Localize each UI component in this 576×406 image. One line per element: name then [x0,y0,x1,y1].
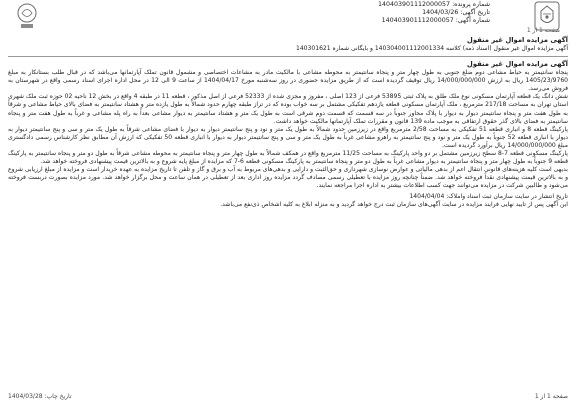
notice-paragraph: بدیهی است کلیه هزینه‌های قانونی انتقال اعم از بدهی مالیاتی و عوارض نوسازی شهرداری و حق‌الثبت و دارایی و بدهی‌های مربوط به آب و برق و گاز و تلفن تا تاریخ مزایده به عهده خریدار است و مزایده از مبلغ ارزیابی شروع و به بالاترین قیمت پیشنهادی نقداً فروخته خواهد شد. ضمناً چنانچه روز مزایده با تعطیلی رسمی مصادف گردد مزایده روز اداری بعد از تعطیلی در همان ساعت و محل برگزار خواهد شد. مورد مزایده بصورت دربست فروخته می‌شود و طالبین شرکت در مزایده می‌توانند جهت کسب اطلاعات بیشتر به اداره اجرا مراجعه نمایند. [8,166,568,190]
registration-organization-logo-icon [16,2,38,30]
publish-date-line: تاریخ انتشار در سایت سازمان ثبت اسناد واملاک: 1404/04/04 [409,192,568,200]
page-number-label: صفحه 1 از 1 [526,27,560,34]
divider [8,56,568,57]
notice-block-1 [8,36,568,53]
notice-title: آگهی مزایده اموال غیر منقول [466,36,568,44]
notice-date: تاریخ آگهی: 1404/03/26 [422,9,490,17]
footer-print-date: تاریخ چاپ: 1404/03/28 [8,393,72,400]
case-number: شماره پرونده: 140403901112000057 [377,1,490,8]
notice-title: آگهی مزایده اموال غیر منقول [466,60,568,69]
closing-note: این آگهی پس از تایید نهایی فرایند مزایده در سایت آگهی‌های سازمان ثبت درج خواهد گردید و به منزله ابلاغ به کلیه اشخاص ذی‌نفع می‌باشد. [220,200,568,208]
notice-paragraph: شش دانگ یک قطعه آپارتمان مسکونی نوع ملک طلق به پلاک ثبتی 53895 فرعی از 123 اصلی ، مفروز و مجزی شده از 52333 فرعی از اصل مذکور ، قطعه 11 در طبقه 4 واقع در بخش 12 ناحیه 02 حوزه ثبت ملک شهری استان تهران به مساحت 217/18 مترمربع ، ملک آپارتمان مسکونی قطعه یازدهم تفکیکی مشتمل بر سه خواب بوده که در تراز طبقه چهارم حدود شمالاً به طول یازده متر و هشتاد سانتیمتر به فضای بالای حیاط مشاعی و شرقاً به طول هفت متر و پنجاه سانتیمتر دیوار به دیوار با پلاک مجاور جنوباً در سه قسمت که قسمت دوم شرقی است به طول یک متر و هشتاد سانتیمتر به دیوار مشاعی بعداً به راه پله مشاعی و غرباً به طول هفت متر و پنجاه سانتیمتر به فضای بالای گذر حقوق ارتفاقی به موجب ماده 139 قانون و مقررات تملک آپارتمانها مالکیت خواهد داشت. [8,93,569,125]
notice-text: آگهی مزایده اموال غیر منقول (اسناد ذمه) کلاسه 140304001112001334 و بایگانی شماره 140301621 [295,45,568,52]
notice-number: شماره آگهی: 140403901112000057 [381,17,490,25]
notice-paragraph: پارکینگ مسکونی قطعه 7-8 سطح زیرزمین مشتمل بر دو واحد پارکینگ به مساحت 11/25 مترمربع واقع در همکف شمالاً به طول چهار متر و پنجاه سانتیمتر به محوطه مشاعی شرقاً به طول دو متر و پنجاه سانتیمتر به پارکینگ قطعه 9 جنوباً به طول چهار متر و پنجاه سانتیمتر به دیوار مشاعی غرباً به طول دو متر و پنجاه سانتیمتر به پارکینگ مسکونی قطعه 6-7 که مزایده از مبلغ پایه شروع و به بالاترین قیمت پیشنهادی فروخته خواهد شد. [8,150,568,166]
notice-block-2 [8,60,568,190]
footer-page-number: صفحه 1 از 1 [534,393,568,400]
notice-paragraph: پنجاه سانتیمتر به حیاط مشاعی دوم ضلع جنوبی به طول چهار متر و پنجاه سانتیمتر به محوطه مشاعی با مالکیت مادر به مشاعات اختصاصی و مشمول قانون تملک آپارتمانها می‌باشد که در قبال طلب بستانکار به مبلغ 1405/23/9760 ریال به ارزش 14/000/000/000 ریال توقیف گردیده است که از طریق مزایده حضوری در روز سه‌شنبه مورخ 1404/04/17 از ساعت 9 الی 12 در محل اداره اجرای اسناد رسمی واقع در شهرستان به فروش می‌رسد. [8,69,569,93]
page-footer [8,393,568,400]
notice-meta [378,1,490,26]
notice-paragraph: پارکینگ قطعه 8 و انباری قطعه 51 تفکیکی به مساحت 2/58 مترمربع واقع در زیرزمین حدود شمالاً به طول یک متر و نود و پنج سانتیمتر دیوار به دیوار با فضای مشاعی شرقاً به طول یک متر و سی و پنج سانتیمتر دیوار به دیوار با انباری قطعه 52 جنوباً به طول یک متر و نود و پنج سانتیمتر به راهرو مشاعی غرباً به طول یک متر و سی و پنج سانتیمتر دیوار به دیوار با انباری قطعه 50 تفکیکی که ارزش آن مطابق نظر کارشناس رسمی دادگستری مبلغ 14/000/000/000 ریال برآورد گردیده است. [8,125,568,149]
page-header [8,0,568,34]
